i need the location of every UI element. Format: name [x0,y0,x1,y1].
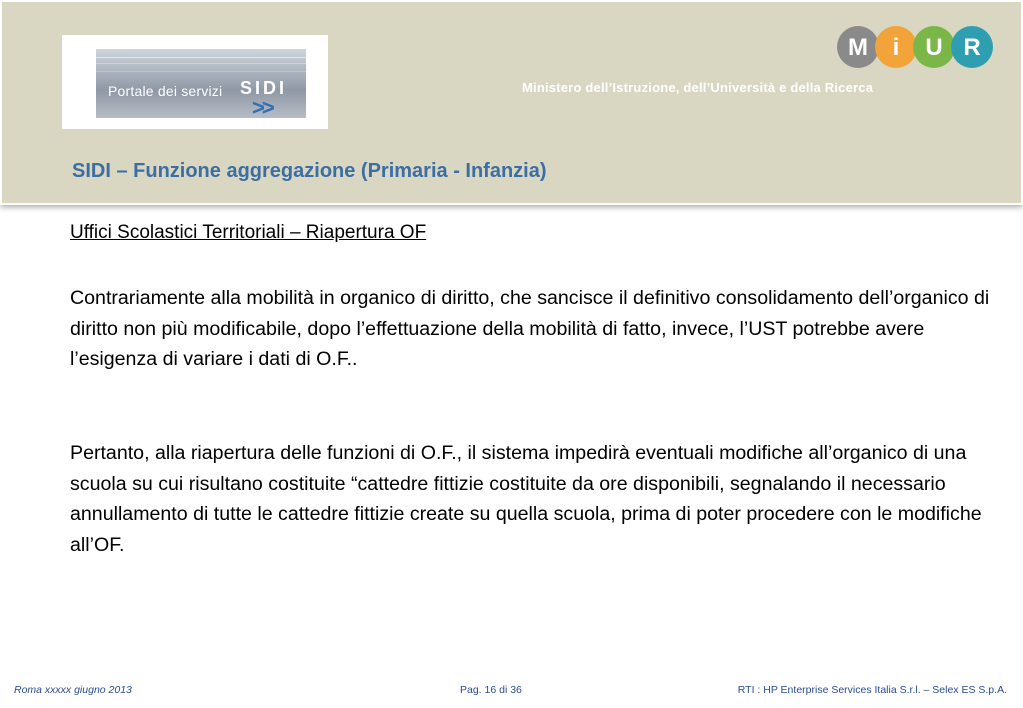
miur-logo [836,22,996,72]
slide-header [0,0,1023,205]
body-paragraph-2: Pertanto, alla riapertura delle funzioni di O.F., il sistema impedirà eventuali modifiche all’organico di una scuola su cui risultano costituite “cattedre fittizie costituite da ore disponibili, segnalando il necessario annullamento di tutte le cattedre fittizie create su quella scuola, prima di poter procedere con le modifiche all’OF. [70,442,982,556]
section-subtitle: Uffici Scolastici Territoriali – Riapertura OF [70,222,427,243]
sidi-label: SIDI [240,78,288,98]
slide-title: SIDI – Funzione aggregazione (Primaria - Infanzia) [72,160,547,182]
ministry-name: Ministero dell’Istruzione, dell’Università e della Ricerca [522,80,874,95]
portal-banner [96,49,306,118]
footer-date: Roma xxxxx giugno 2013 [14,684,132,696]
portal-label: Portale dei servizi [108,83,223,99]
sidi-portal-logo [62,35,328,129]
body-paragraph-1: Contrariamente alla mobilità in organico di diritto, che sancisce il definitivo consolidamento dell’organico di diritto non più modificabile, dopo l’effettuazione della mobilità di fatto, invece, l’UST potrebbe avere l’esigenza di variare i dati di O.F.. [70,287,990,370]
footer-company: RTI : HP Enterprise Services Italia S.r.l. – Selex ES S.p.A. [737,684,1007,696]
miur-letter-u: U [925,34,943,61]
arrows-icon: >> [252,95,272,118]
miur-letter-r: R [963,34,981,61]
footer-page-number: Pag. 16 di 36 [460,684,522,696]
miur-letter-i: i [892,34,900,61]
miur-letter-m: M [848,34,868,61]
